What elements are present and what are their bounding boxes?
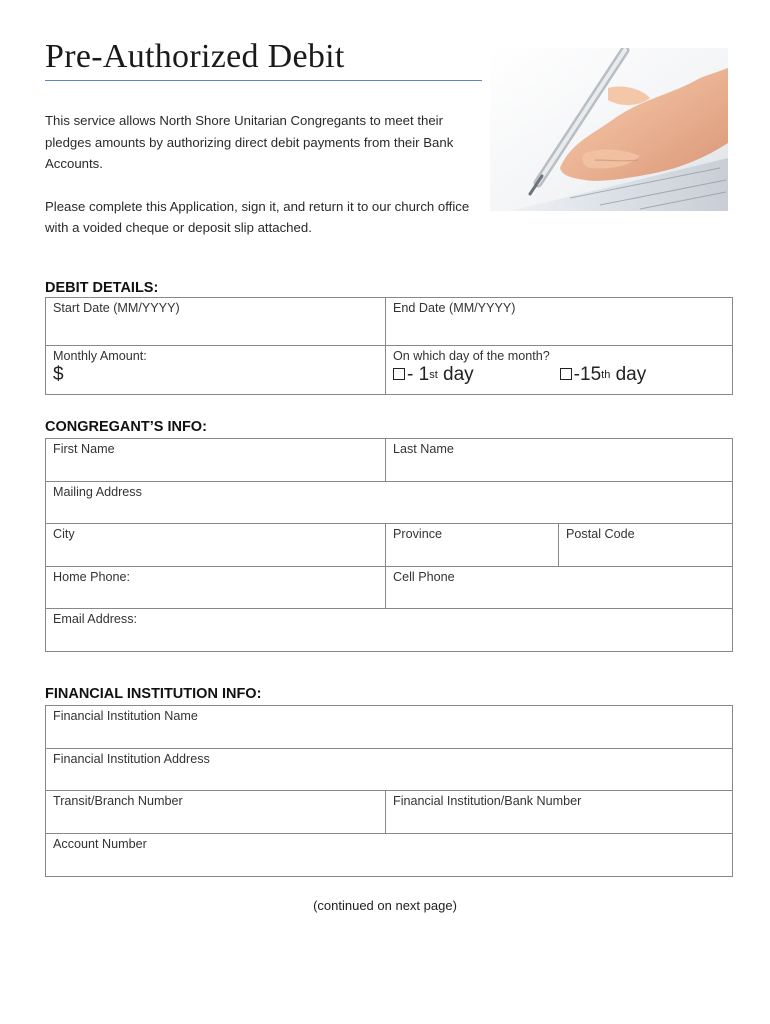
monthly-amount-label: Monthly Amount: [53,349,147,363]
intro-paragraph-1: This service allows North Shore Unitarian Congregants to meet their pledges amounts by authorizing direct debit payments from their Bank Accounts. [45,113,454,171]
checkbox-15th-day[interactable] [560,368,572,380]
title-underline [45,80,482,81]
transit-branch-field[interactable] [46,791,386,834]
institution-name-label: Financial Institution Name [53,709,198,723]
first-name-label: First Name [53,442,115,456]
home-phone-label: Home Phone: [53,570,131,584]
city-field[interactable] [46,524,386,567]
end-date-label: End Date (MM/YYYY) [393,301,516,315]
start-date-field[interactable] [46,298,386,346]
checkbox-1st-day[interactable] [393,368,405,380]
postal-code-field[interactable] [559,524,733,567]
last-name-field[interactable] [386,439,733,482]
continued-note: (continued on next page) [313,898,457,913]
province-label: Province [393,527,442,541]
congregant-info-table [45,438,733,652]
debit-details-table [45,297,733,395]
mailing-address-field[interactable] [46,482,733,524]
transit-branch-label: Transit/Branch Number [53,794,183,808]
email-address-field[interactable] [46,609,733,652]
end-date-field[interactable] [386,298,733,346]
account-number-field[interactable] [46,834,733,877]
institution-address-label: Financial Institution Address [53,752,210,766]
hand-with-pen-icon [490,48,728,211]
start-date-label: Start Date (MM/YYYY) [53,301,180,315]
option-1st-day[interactable] [393,364,474,386]
province-field[interactable] [386,524,559,567]
option-1st-prefix: - 1 [407,364,430,385]
postal-code-label: Postal Code [566,527,635,541]
institution-address-field[interactable] [46,749,733,791]
email-address-label: Email Address: [53,612,137,626]
option-1st-suffix: day [437,364,474,385]
financial-institution-heading: FINANCIAL INSTITUTION INFO: [45,686,262,702]
intro-paragraph-2: Please complete this Application, sign it, and return it to our church office with a voided cheque or deposit slip attached. [45,198,470,235]
last-name-label: Last Name [393,442,454,456]
option-15th-suffix: day [610,364,647,385]
option-1st-sup: st [429,369,438,381]
day-of-month-field [386,346,733,395]
monthly-amount-field[interactable] [46,346,386,395]
financial-institution-table [45,705,733,877]
currency-symbol: $ [53,364,64,385]
intro-text [45,110,485,260]
home-phone-field[interactable] [46,567,386,609]
cell-phone-field[interactable] [386,567,733,609]
cell-phone-label: Cell Phone [393,570,455,584]
congregant-info-heading: CONGREGANT’S INFO: [45,419,207,435]
bank-number-field[interactable] [386,791,733,834]
option-15th-prefix: -15 [573,364,602,385]
institution-name-field[interactable] [46,706,733,749]
option-15th-sup: th [601,369,611,381]
city-label: City [53,527,75,541]
debit-details-heading: DEBIT DETAILS: [45,280,159,296]
first-name-field[interactable] [46,439,386,482]
page-title: Pre-Authorized Debit [45,38,345,75]
option-15th-day[interactable] [560,364,647,386]
bank-number-label: Financial Institution/Bank Number [393,794,582,808]
day-of-month-label: On which day of the month? [393,349,550,363]
account-number-label: Account Number [53,837,147,851]
hand-writing-photo [490,48,728,211]
mailing-address-label: Mailing Address [53,485,142,499]
